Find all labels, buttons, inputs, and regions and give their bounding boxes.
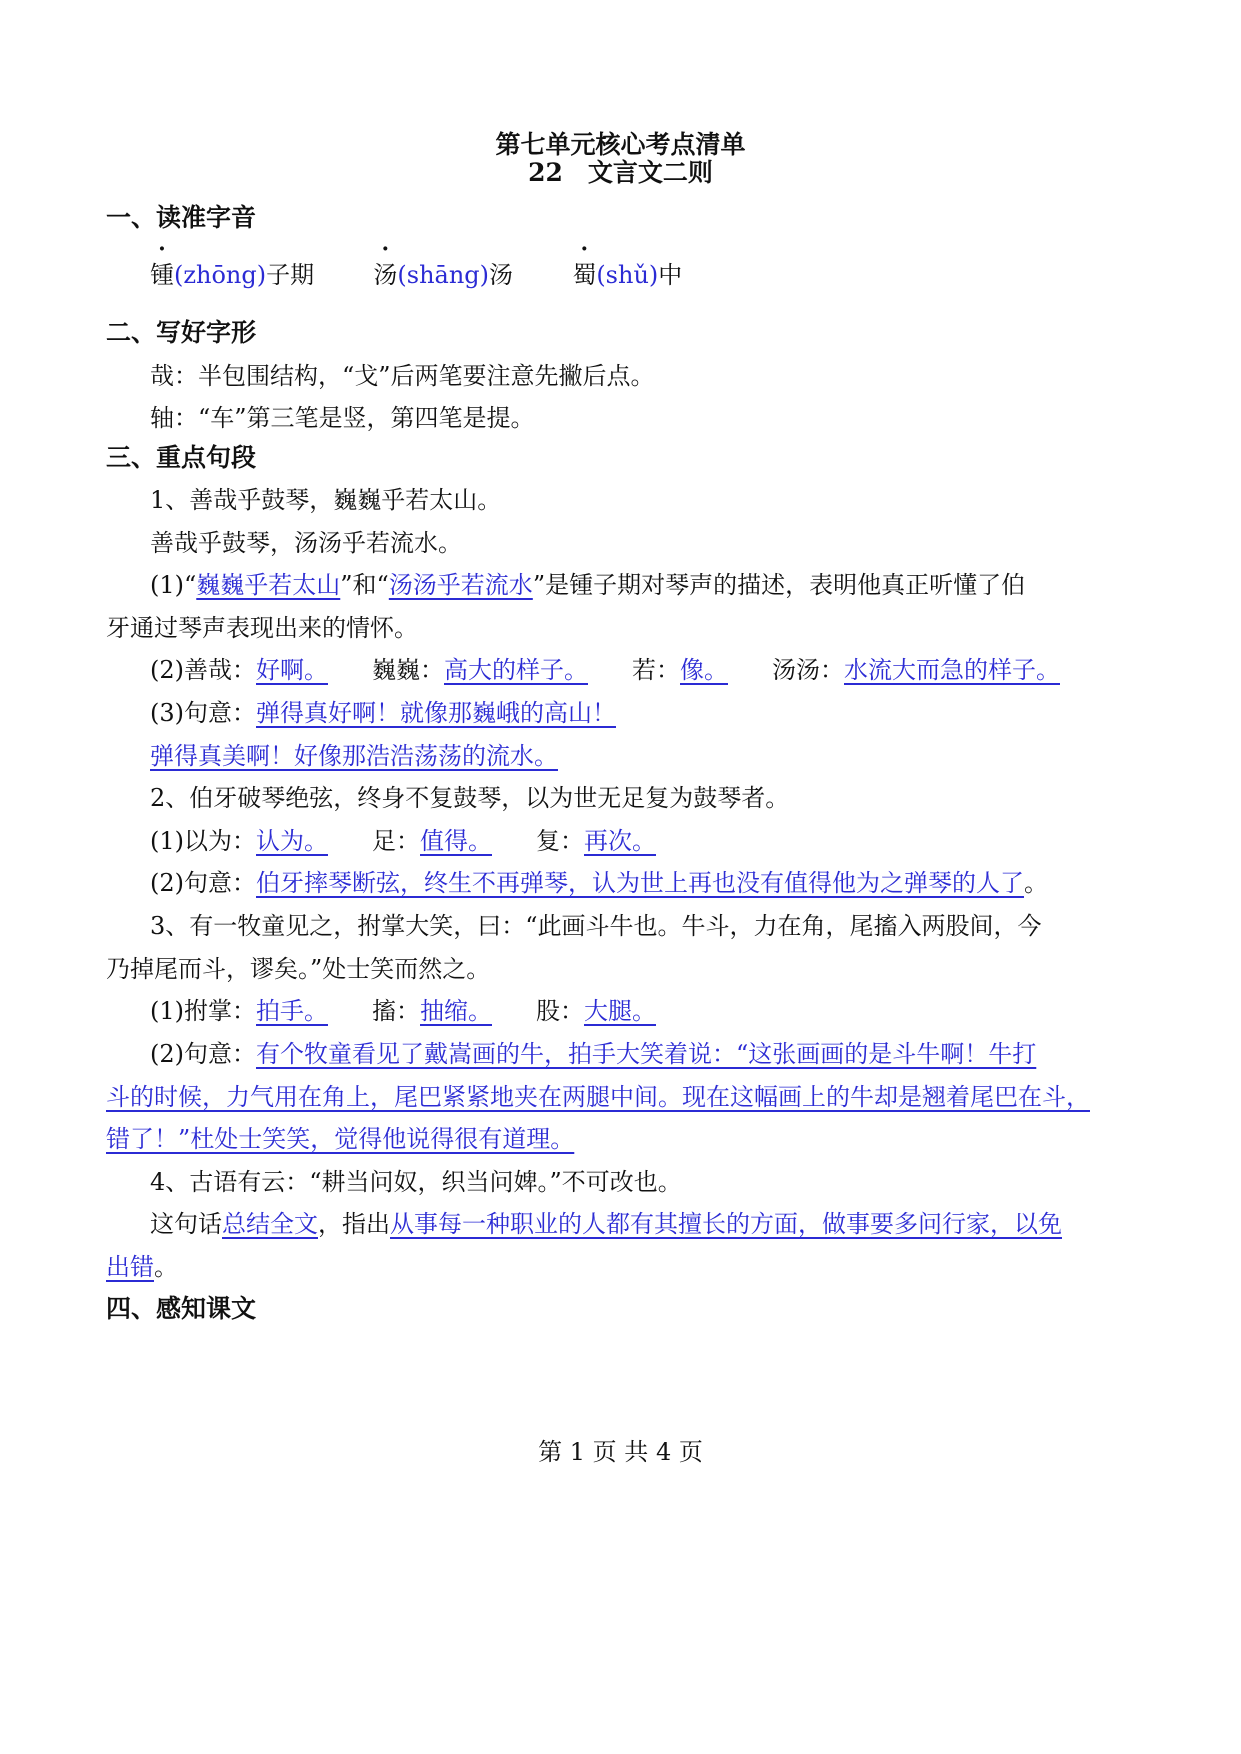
q2-text: 2、伯牙破琴绝弦，终身不复鼓琴，以为世无足复为鼓琴者。	[150, 784, 790, 812]
pron-rest-2: 汤	[489, 261, 514, 289]
answer-blank: 有个牧童看见了戴嵩画的牛，拍手大笑着说：“这张画画的是斗牛啊！牛打	[256, 1040, 1037, 1068]
q3-part2	[150, 1039, 1036, 1069]
answer-blank: 伯牙摔琴断弦，终生不再弹琴，认为世上再也没有值得他为之弹琴的人了	[256, 869, 1024, 897]
label: (3)句意：	[150, 699, 256, 727]
text: ”和“	[340, 571, 389, 599]
q1-part1-line2: 牙通过琴声表现出来的情怀。	[106, 614, 418, 642]
text: ”是锺子期对琴声的描述，表明他真正听懂了伯	[532, 571, 1026, 599]
text: 。	[154, 1253, 178, 1281]
label: (2)句意：	[150, 1040, 256, 1068]
q1-text-1: 1、善哉乎鼓琴，巍巍乎若太山。	[150, 486, 502, 514]
label: 足：	[372, 827, 420, 855]
section-4-heading: 四、感知课文	[106, 1294, 257, 1323]
answer-blank: 再次。	[584, 827, 656, 855]
page-title: 第七单元核心考点清单	[495, 130, 746, 159]
answer-blank: 水流大而急的样子。	[844, 656, 1060, 684]
q3-text-2: 乃掉尾而斗，谬矣。”处士笑而然之。	[106, 955, 491, 983]
text: ，指出	[318, 1210, 390, 1238]
answer-blank: 斗的时候，力气用在角上，尾巴紧紧地夹在两腿中间。现在这幅画上的牛却是翘着尾巴在斗，	[106, 1083, 1090, 1111]
label: (1)拊掌：	[150, 997, 256, 1025]
answer-blank: 像。	[680, 656, 728, 684]
pronunciation-row	[150, 260, 682, 290]
answer-blank: 汤汤乎若流水	[388, 571, 533, 599]
answer-blank: 抽缩。	[420, 997, 492, 1025]
pron-pinyin-3: (shǔ)	[596, 261, 659, 289]
q3-text-1: 3、有一牧童见之，拊掌大笑，曰：“此画斗牛也。牛斗，力在角，尾搐入两股间，今	[150, 912, 1042, 940]
text: (1)“	[150, 571, 197, 599]
pron-pinyin-2: (shāng)	[397, 261, 490, 289]
label: 巍巍：	[372, 656, 444, 684]
glyph-note-1: 哉：半包围结构，“戈”后两笔要注意先撇后点。	[150, 362, 655, 390]
label: (1)以为：	[150, 827, 256, 855]
q1-part1-line1	[150, 570, 1025, 600]
label: 汤汤：	[772, 656, 844, 684]
section-2-heading: 二、写好字形	[106, 318, 257, 347]
q3-part2-line2	[106, 1082, 1090, 1112]
pron-rest-1: 子期	[266, 261, 315, 289]
text: 。	[1024, 869, 1048, 897]
answer-blank: 值得。	[420, 827, 492, 855]
text: 这句话	[150, 1210, 222, 1238]
pron-item-1	[150, 261, 322, 289]
answer-blank: 弹得真好啊！就像那巍峨的高山！	[256, 699, 616, 727]
answer-blank: 认为。	[256, 827, 328, 855]
q4-summary-line2	[106, 1252, 178, 1282]
answer-blank: 好啊。	[256, 656, 328, 684]
q2-part2	[150, 868, 1048, 898]
pron-rest-3: 中	[658, 261, 683, 289]
q1-part2	[150, 655, 1060, 685]
label: 若：	[632, 656, 680, 684]
page-footer: 第 1 页 共 4 页	[538, 1438, 703, 1466]
answer-blank: 从事每一种职业的人都有其擅长的方面，做事要多问行家，以免	[390, 1210, 1062, 1238]
page-subtitle: 22 文言文二则	[528, 158, 713, 187]
q3-part2-line3	[106, 1124, 574, 1154]
section-3-heading: 三、重点句段	[106, 443, 257, 472]
q1-text-2: 善哉乎鼓琴，汤汤乎若流水。	[150, 529, 462, 557]
label: 股：	[536, 997, 584, 1025]
label: (2)句意：	[150, 869, 256, 897]
answer-blank: 错了！”杜处士笑笑，觉得他说得很有道理。	[106, 1125, 575, 1153]
pron-pinyin-1: (zhōng)	[174, 261, 267, 289]
label: 复：	[536, 827, 584, 855]
label: (2)善哉：	[150, 656, 256, 684]
answer-blank: 弹得真美啊！好像那浩浩荡荡的流水。	[150, 742, 558, 770]
glyph-note-2: 轴：“车”第三笔是竖，第四笔是提。	[150, 404, 535, 432]
answer-blank: 巍巍乎若太山	[196, 571, 341, 599]
pron-char-1: 锺	[150, 261, 174, 289]
q1-part3-line2	[150, 741, 558, 771]
section-1-heading: 一、读准字音	[106, 203, 257, 232]
answer-blank: 总结全文	[222, 1210, 318, 1238]
pron-item-2	[373, 261, 520, 289]
pron-char-3: 蜀	[572, 261, 597, 289]
q1-part3	[150, 698, 616, 728]
label: 搐：	[372, 997, 420, 1025]
pron-char-2: 汤	[373, 261, 398, 289]
q2-part1	[150, 826, 656, 856]
answer-blank: 高大的样子。	[444, 656, 588, 684]
q3-part1	[150, 996, 656, 1026]
q4-text: 4、古语有云：“耕当问奴，织当问婢。”不可改也。	[150, 1168, 682, 1196]
pron-item-3	[572, 261, 682, 289]
answer-blank: 出错	[106, 1253, 154, 1281]
q4-summary-line1	[150, 1209, 1062, 1239]
answer-blank: 拍手。	[256, 997, 328, 1025]
answer-blank: 大腿。	[584, 997, 656, 1025]
